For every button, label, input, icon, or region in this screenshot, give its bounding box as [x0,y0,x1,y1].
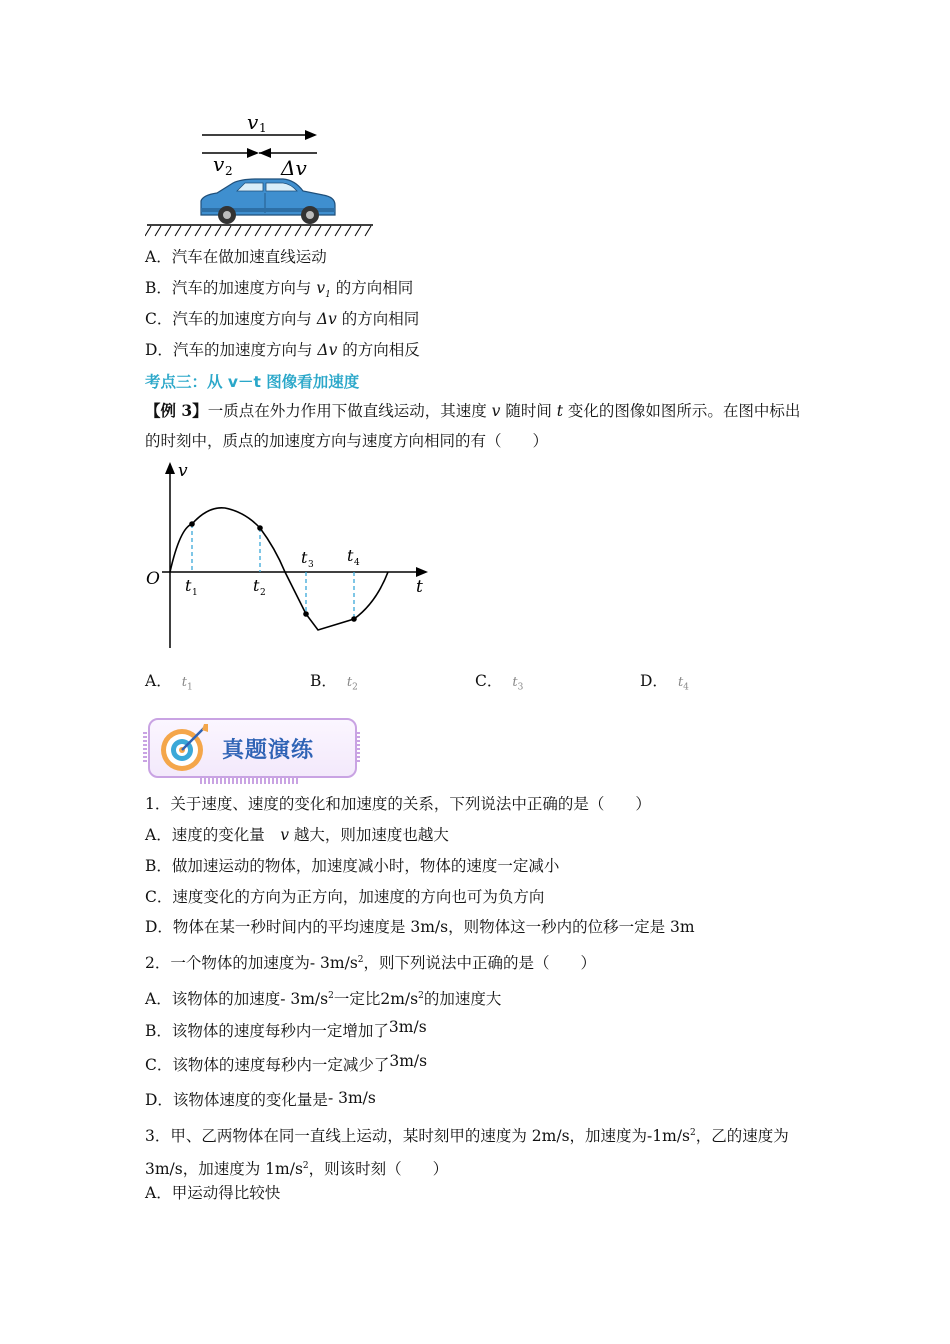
prev-option-d: D．汽车的加速度方向与 Δv 的方向相反 [145,341,420,359]
example3-option-a: A． $t_1$ [145,672,193,693]
q1-option-a: A．速度的变化量 v 越大，则加速度也越大 [145,826,449,844]
banner-left-dots [143,732,147,762]
v2-label: v [213,152,225,176]
banner-title: 真题演练 [222,738,315,763]
origin-label: O [146,569,160,589]
axis-t-label: t [416,577,423,597]
prev-option-c: C．汽车的加速度方向与 Δv 的方向相同 [145,310,420,328]
example3-text: 【例 3】一质点在外力作用下做直线运动，其速度 v 随时间 t 变化的图像如图所示。在图中标出的时刻中，质点的加速度方向与速度方向相同的有（ ） [145,401,801,450]
tick-t2: t [253,576,260,595]
delta-v-label: Δv [281,156,307,180]
tick-t3-sub: 3 [308,560,314,570]
section3-heading: 考点三：从 v－t 图像看加速度 [145,373,360,391]
q1-option-b: B．做加速运动的物体，加速度减小时，物体的速度一定减小 [145,857,560,875]
banner-bottom-dots [200,778,300,784]
tick-t4: t [347,546,354,565]
q2-option-d: D．该物体速度的变化量是- 3m/s [145,1089,376,1109]
example3-option-d: D． $t_4$ [640,672,689,693]
v2-subscript: 2 [225,164,233,178]
vt-graph [140,458,440,658]
axis-v-label: v [178,461,188,481]
prev-option-a: A．汽车在做加速直线运动 [145,248,327,266]
v1-subscript: 1 [259,121,267,135]
tick-t2-sub: 2 [260,588,266,598]
car-icon [201,179,335,224]
q2-option-a: A．该物体的加速度- $3m/s^2$一定比$2m/s^2$的加速度大 [145,990,502,1009]
prev-option-b: B．汽车的加速度方向与 $v_1$ 的方向相同 [145,279,414,301]
tick-t3: t [301,548,308,567]
q1-option-c: C．速度变化的方向为正方向，加速度的方向也可为负方向 [145,888,545,906]
v1-label: v [247,110,259,134]
tick-t1: t [185,576,192,595]
q3-option-a: A．甲运动得比较快 [145,1184,281,1202]
q1-stem: 1．关于速度、速度的变化和加速度的关系，下列说法中正确的是（ ） [145,795,651,813]
tick-t1-sub: 1 [192,588,198,598]
banner-right-dots [356,732,360,762]
target-icon [158,722,210,774]
q3-stem: 3．甲、乙两物体在同一直线上运动，某时刻甲的速度为 2m/s，加速度为$-1m/s^2$，乙的速度为 3m/s，加速度为 $1m/s^2$，则该时刻（ ） [145,1127,789,1179]
example3-option-c: C． $t_3$ [475,672,524,693]
car-velocity-figure [145,105,380,240]
q2-stem: 2．一个物体的加速度为- $3m/s^2$，则下列说法中正确的是（ ） [145,954,597,973]
q1-option-d: D．物体在某一秒时间内的平均速度是 3m/s，则物体这一秒内的位移一定是 3m [145,918,695,936]
tick-t4-sub: 4 [354,558,360,568]
q2-option-c: C．该物体的速度每秒内一定减少了3m/s [145,1052,428,1074]
example3-option-b: B． $t_2$ [310,672,358,693]
q2-option-b: B．该物体的速度每秒内一定增加了3m/s [145,1018,427,1040]
